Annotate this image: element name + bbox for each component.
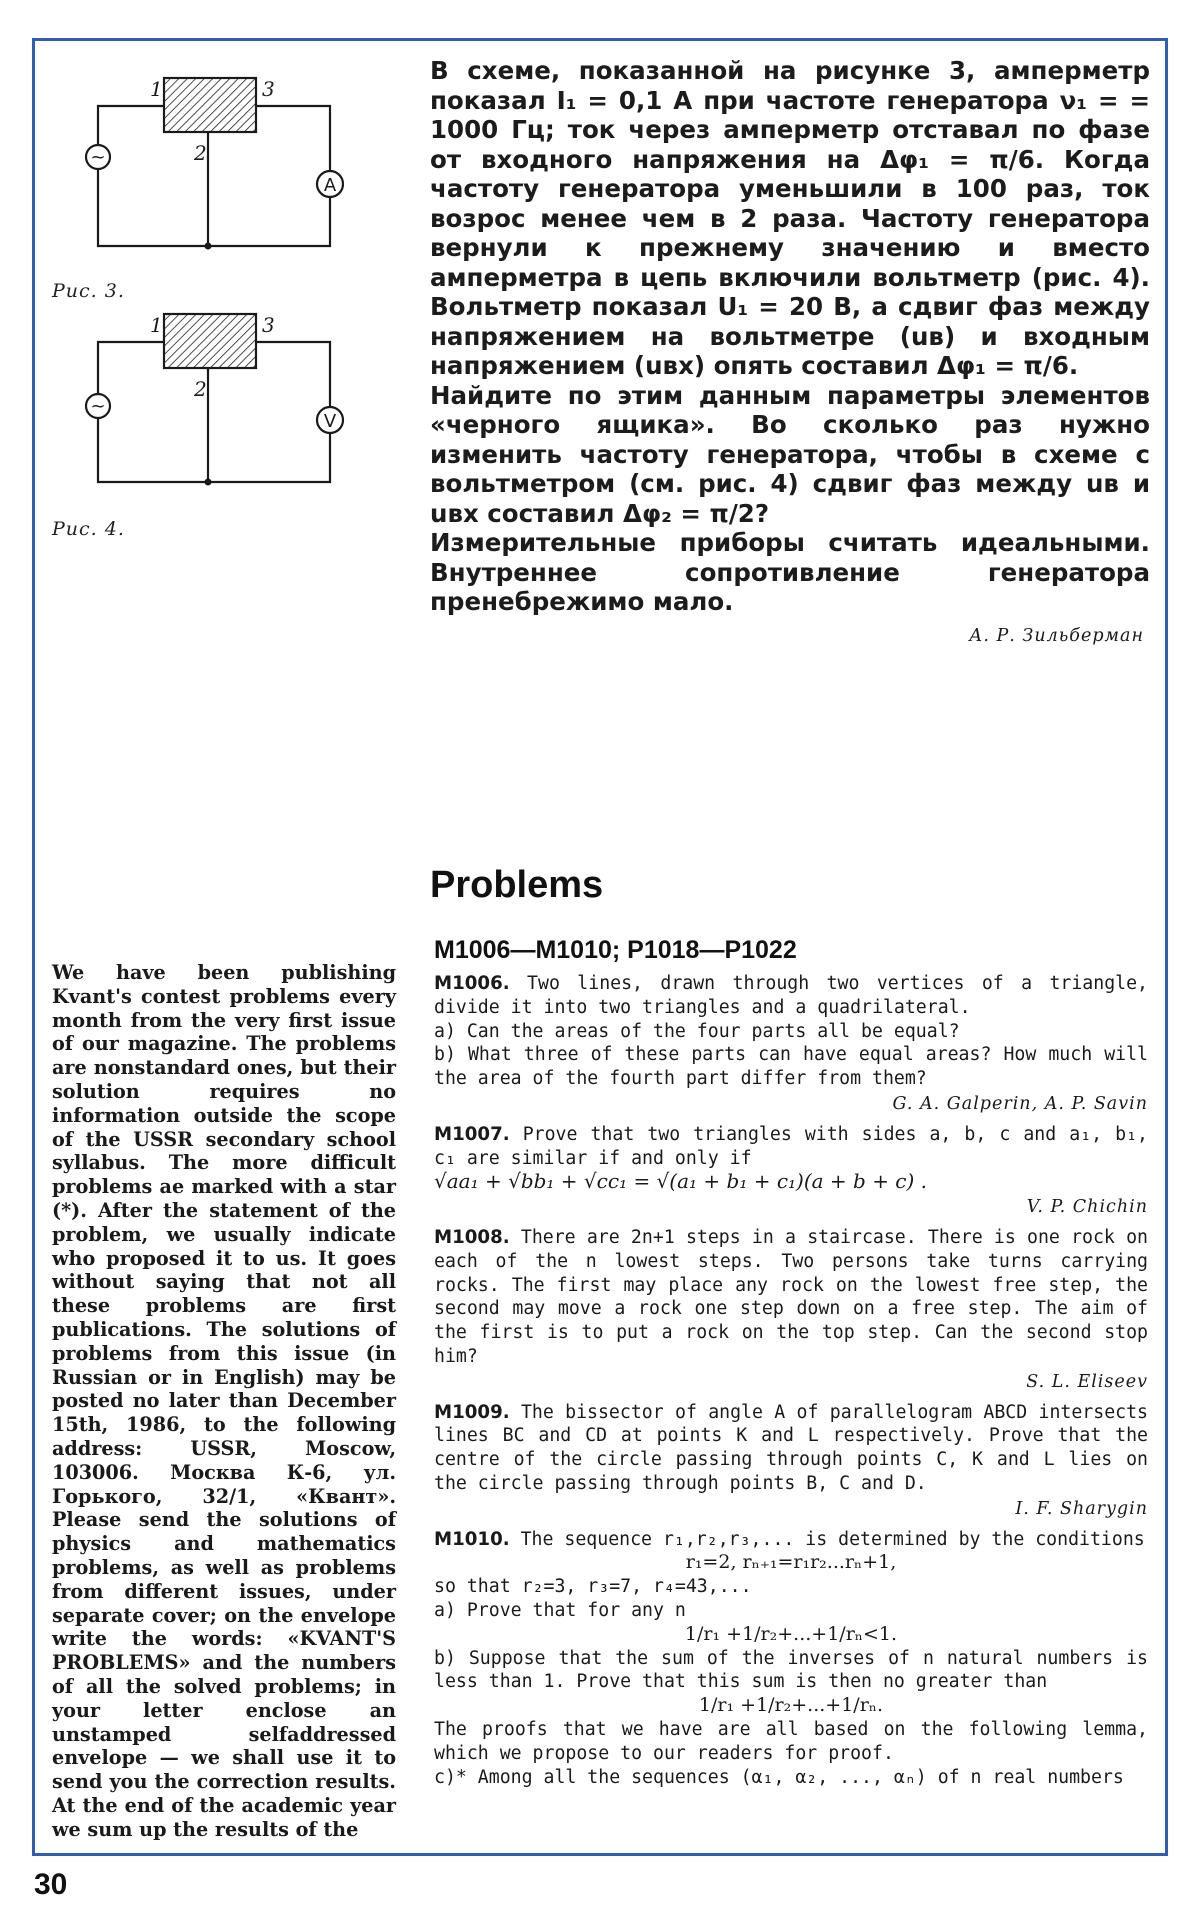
m1008-id: M1008. [434,1226,510,1248]
m1006-text: Two lines, drawn through two vertices of a triangle, divide it into two triangles and a quadrilateral. [434,973,1149,1018]
terminal-3-label: 3 [262,77,275,101]
figure-4-caption: Рис. 4. [52,518,125,540]
m1009-id: M1009. [434,1401,510,1423]
wire-right-top [256,342,330,408]
wire-bottom [98,168,330,246]
m1007-author: V. P. Chichin [1026,1197,1148,1218]
junction-dot [205,243,212,250]
m1010-lemma: The proofs that we have are all based on the following lemma, which we propose to our readers for proof. [434,1718,1148,1764]
m1006-statement [434,972,1148,1020]
m1006-part-b: b) What three of these parts can have equal areas? How much will the area of the fourth part differ from them? [434,1044,1148,1090]
figure-3-caption: Рис. 3. [52,280,125,302]
wire-right-top [256,106,330,172]
m1010-formula-1: r₁=2, rₙ₊₁=r₁r₂...rₙ+1, [685,1551,897,1574]
problems-column [434,972,1148,1789]
figure-4-circuit [70,304,350,496]
m1009-author: I. F. Sharygin [1015,1498,1148,1519]
m1007-id: M1007. [434,1123,510,1145]
terminal-3-label: 3 [262,313,275,337]
page-number: 30 [34,1868,68,1901]
problems-subheading: M1006—M1010; P1018—P1022 [434,936,797,964]
m1006-id: M1006. [434,973,510,994]
terminal-2-label: 2 [194,141,207,165]
intro-text: We have been publishing Kvant's contest problems every month from the very first issue of our magazine. The problems are nonstandard ones, but their solution requires no information outside the scope of the USSR secondary school syllabus. The more difficult problems ae marked with a star (*). After the statement of the problem, we usually indicate who proposed it to us. It goes without saying that not all these problems are first publications. The solutions of problems from this issue (in Russian or in English) may be posted no later than December 15th, 1986, to the following address: USSR, Moscow, 103006. Москва К-6, ул. Горького, 32/1, «Квант». Please send the solutions of physics and mathematics problems, as well as problems from different issues, under separate cover; on the envelope write the words: «KVANT'S PROBLEMS» and the numbers of all the solved problems; in your letter enclose an unstamped selfaddressed envelope — we shall use it to send you the correction results. At the end of the academic year we sum up the results of the [52,961,396,1841]
m1007-statement [434,1123,1148,1171]
m1006-author: G. A. Galperin, A. P. Savin [892,1093,1148,1114]
black-box [164,314,256,368]
m1010-part-c: c)* Among all the sequences (α₁, α₂, ..., αₙ) of n real numbers [434,1766,1124,1788]
m1010-formula-2: 1/r₁ +1/r₂+...+1/rₙ<1. [684,1622,898,1645]
m1009-text: The bissector of angle A of parallelogram ABCD intersects lines BC and CD at points K and L respectively. Prove that the centre of the circle passing through points C, K and L lies on the circle passing through points B, C and D. [434,1401,1149,1494]
m1010-formula-3: 1/r₁ +1/r₂+...+1/rₙ. [698,1694,884,1717]
black-box [164,78,256,132]
junction-dot [205,479,212,486]
m1007-text: Prove that two triangles with sides a, b, c and a₁, b₁, c₁ are similar if and only if [434,1123,1148,1169]
source-symbol: ~ [90,147,106,168]
m1010-text: The sequence r₁,r₂,r₃,... is determined by the conditions [520,1528,1145,1550]
m1008-author: S. L. Eliseev [1026,1371,1148,1392]
terminal-1-label: 1 [150,77,163,101]
wire-left-top [98,342,164,394]
wire-left-top [98,106,164,146]
m1010-id: M1010. [434,1528,510,1550]
m1010-statement [434,1528,1148,1552]
m1010-part-a: a) Prove that for any n [434,1599,686,1621]
m1010-part-b: b) Suppose that the sum of the inverses of n natural numbers is less than 1. Prove that this sum is then no greater than [434,1647,1148,1693]
russian-paragraph-2: Найдите по этим данным параметры элементов «черного ящика». Во сколько раз нужно изменить частоту генератора, чтобы в схеме с вольтметром (см. рис. 4) сдвиг фаз между uв и uвх составил Δφ₂ = π/2? [430,380,1150,528]
terminal-1-label: 1 [150,313,163,337]
voltmeter-symbol: V [323,411,337,432]
russian-paragraph-3: Измерительные приборы считать идеальными. Внутреннее сопротивление генератора пренебрежимо мало. [430,528,1150,616]
m1009-statement [434,1401,1148,1496]
russian-problem-author: А. Р. Зильберман [969,626,1144,646]
wire-bottom [98,418,330,482]
m1008-statement [434,1226,1148,1369]
m1008-text: There are 2n+1 steps in a staircase. There is one rock on each of the n lowest steps. Two persons take turns carrying rocks. The first may place any rock on the lowest free step, the second may move a rock one step down on a free step. The aim of the first is to put a rock on the top step. Can the second stop him? [434,1226,1149,1367]
russian-paragraph-1: В схеме, показанной на рисунке 3, амперметр показал I₁ = 0,1 А при частоте генератора ν₁ = = 1000 Гц; ток через амперметр отставал по фазе от входного напряжения на Δφ₁ = π/6. Когда частоту генератора уменьшили в 100 раз, ток возрос менее чем в 2 раза. Частоту генератора вернули к прежнему значению и вместо амперметра в цепь включили вольтметр (рис. 4). Вольтметр показал U₁ = 20 В, а сдвиг фаз между напряжением на вольтметре (uв) и входным напряжением (uвх) опять составил Δφ₁ = π/6. [430,56,1150,380]
m1010-line-2: so that r₂=3, r₃=7, r₄=43,... [434,1576,752,1598]
figure-3-circuit [70,68,350,260]
problems-heading: Problems [430,864,604,906]
m1007-formula: √aa₁ + √bb₁ + √cc₁ = √(a₁ + b₁ + c₁)(a + b + c) . [434,1169,928,1194]
russian-problem-text [430,56,1150,617]
ammeter-symbol: A [323,175,337,196]
m1006-part-a: a) Can the areas of the four parts all be equal? [434,1020,960,1042]
source-symbol: ~ [90,396,106,417]
terminal-2-label: 2 [194,377,207,401]
